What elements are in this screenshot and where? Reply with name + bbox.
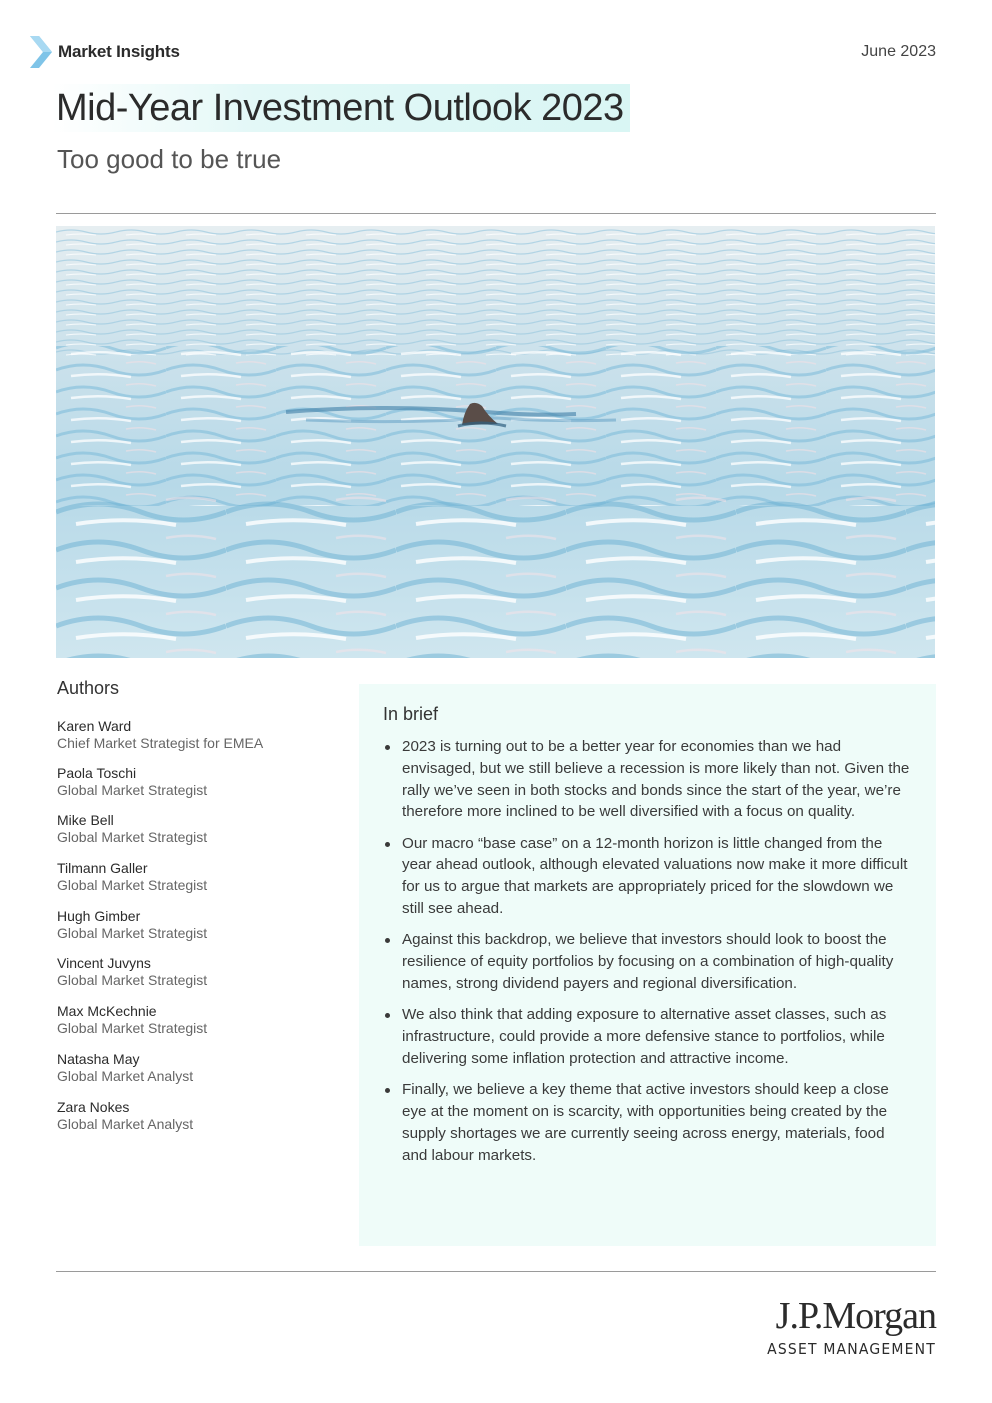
author-name: Hugh Gimber: [57, 908, 141, 924]
author-item: [57, 908, 207, 942]
bottom-divider: [56, 1271, 936, 1272]
author-item: [57, 718, 263, 752]
title-block: [52, 84, 630, 132]
author-role: Chief Market Strategist for EMEA: [57, 735, 264, 751]
author-item: [57, 1003, 207, 1037]
author-name: Vincent Juvyns: [57, 955, 151, 971]
author-item: [57, 955, 207, 989]
list-item: Against this backdrop, we believe that investors should look to boost the resilience of equity portfolios by focusing on a combination of high-quality names, strong dividend payers and regional diversification.: [383, 929, 913, 994]
in-brief-heading: In brief: [383, 704, 439, 724]
chevron-right-icon: [30, 36, 52, 68]
author-name: Natasha May: [57, 1051, 140, 1067]
author-item: [57, 765, 207, 799]
jpmorgan-logo: [767, 1296, 936, 1358]
in-brief-panel: [359, 684, 936, 1246]
top-divider: [56, 213, 936, 214]
author-item: [57, 860, 207, 894]
list-item: Our macro “base case” on a 12-month horizon is little changed from the year ahead outlook, although elevated valuations now make it more difficult for us to argue that markets are appropriately priced for the slowdown we still see ahead.: [383, 833, 913, 920]
author-name: Max McKechnie: [57, 1003, 157, 1019]
author-item: [57, 1099, 193, 1133]
author-name: Tilmann Galler: [57, 860, 148, 876]
author-item: [57, 812, 207, 846]
author-name: Zara Nokes: [57, 1099, 130, 1115]
page-subtitle: Too good to be true: [57, 144, 282, 174]
publication-date: June 2023: [861, 43, 936, 60]
author-role: Global Market Analyst: [57, 1068, 194, 1084]
author-role: Global Market Strategist: [57, 925, 208, 941]
author-name: Karen Ward: [57, 718, 132, 734]
author-role: Global Market Analyst: [57, 1116, 194, 1132]
author-name: Paola Toschi: [57, 765, 137, 781]
list-item: 2023 is turning out to be a better year for economies than we had envisaged, but we still believe a recession is more likely than not. Given the rally we’ve seen in both stocks and bonds since the start of the year, we’re therefore more inclined to be well diversified with a focus on quality.: [383, 736, 913, 823]
logo-wordmark: J.P.Morgan: [775, 1295, 936, 1337]
page-title: Mid-Year Investment Outlook 2023: [52, 84, 630, 132]
hero-image: [56, 226, 935, 658]
author-name: Mike Bell: [57, 812, 114, 828]
author-role: Global Market Strategist: [57, 1020, 208, 1036]
author-role: Global Market Strategist: [57, 782, 208, 798]
author-role: Global Market Strategist: [57, 972, 208, 988]
authors-heading: Authors: [57, 678, 120, 698]
author-item: [57, 1051, 193, 1085]
author-role: Global Market Strategist: [57, 829, 208, 845]
brand-label: Market Insights: [58, 42, 180, 61]
in-brief-list: [383, 736, 913, 1176]
author-role: Global Market Strategist: [57, 877, 208, 893]
list-item: Finally, we believe a key theme that active investors should keep a close eye at the moment on is scarcity, with opportunities being created by the supply shortages we are currently seeing across energy, materials, food and labour markets.: [383, 1079, 913, 1166]
shark-fin-water-illustration: [56, 226, 935, 658]
list-item: We also think that adding exposure to alternative asset classes, such as infrastructure, could provide a more defensive stance to portfolios, while delivering some inflation protection and attractive income.: [383, 1004, 913, 1069]
page-header: [30, 36, 936, 68]
logo-subtitle: ASSET MANAGEMENT: [767, 1340, 936, 1358]
